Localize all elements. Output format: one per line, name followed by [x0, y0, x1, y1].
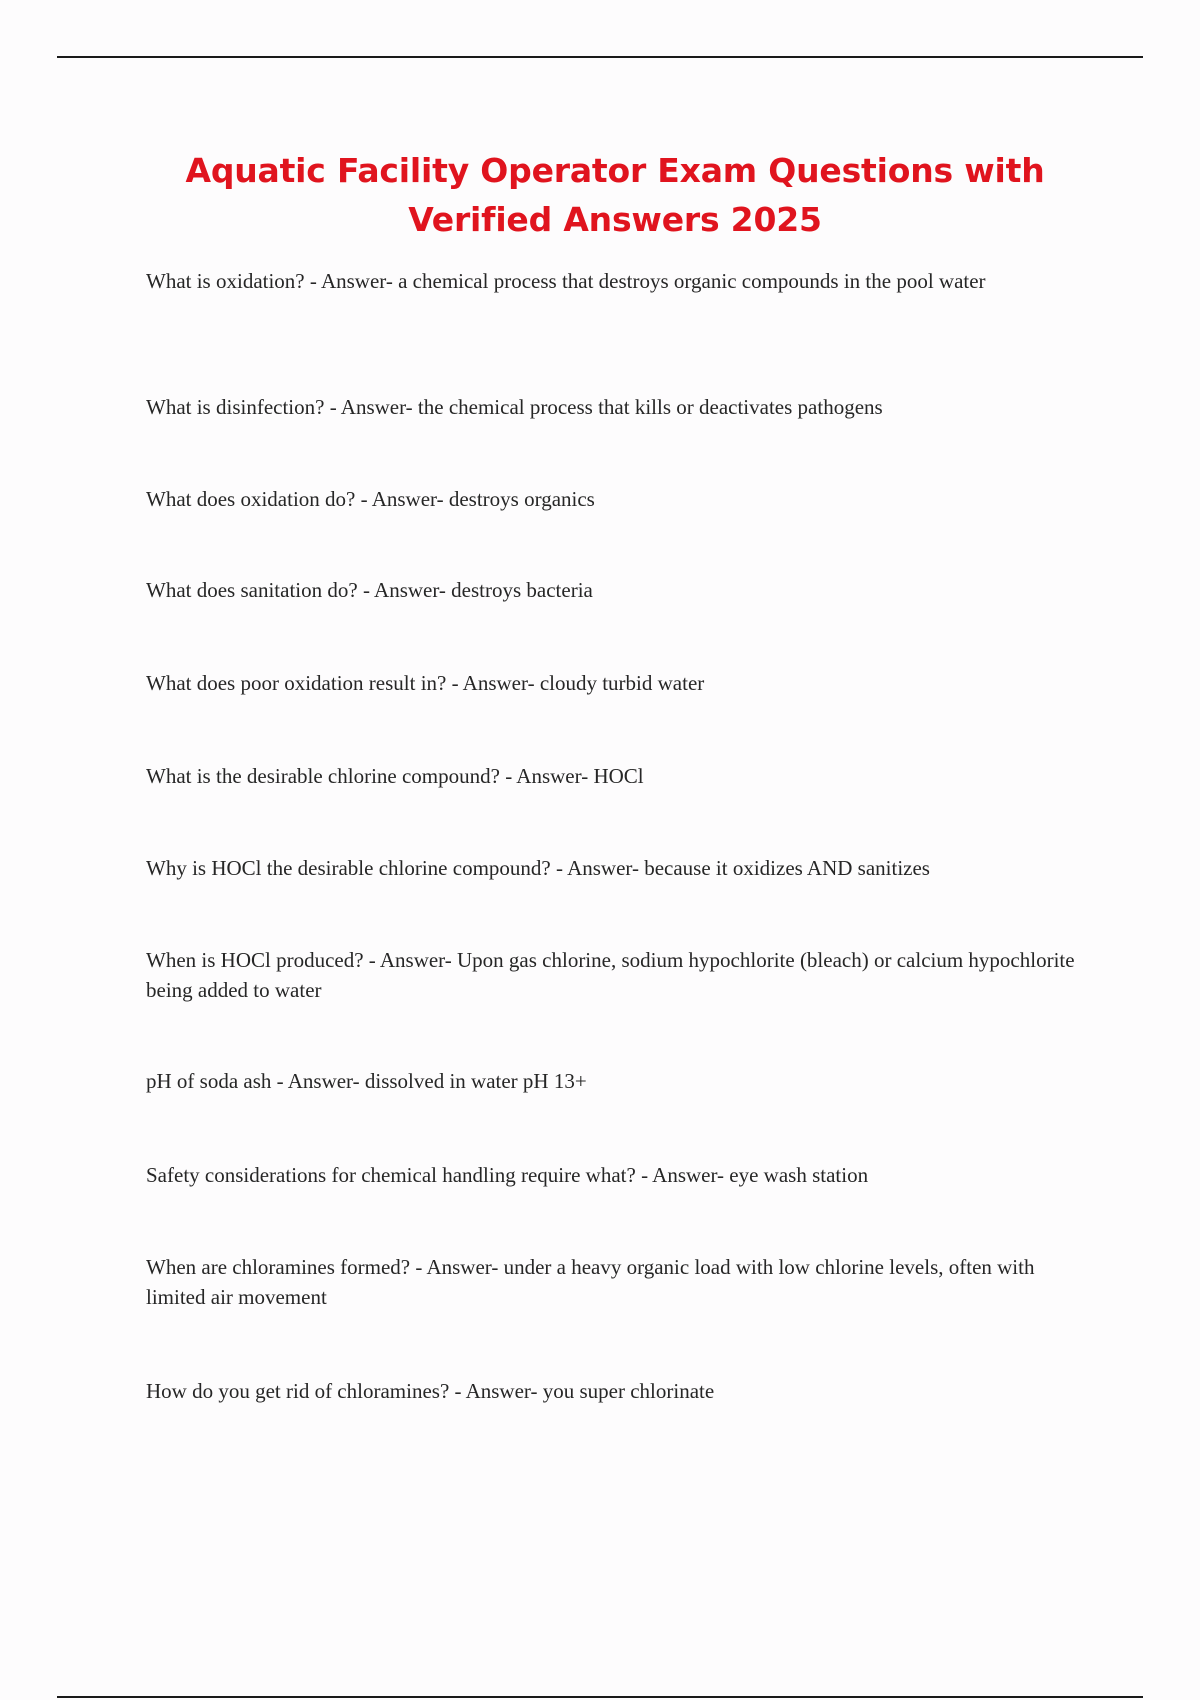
qa-item-safety: Safety considerations for chemical handling require what? - Answer- eye wash station	[146, 1163, 869, 1187]
qa-item-sanitation-do: What does sanitation do? - Answer- destroys bacteria	[146, 578, 593, 602]
qa-item-poor-oxidation: What does poor oxidation result in? - Answer- cloudy turbid water	[146, 671, 705, 695]
qa-item-soda-ash: pH of soda ash - Answer- dissolved in water pH 13+	[146, 1069, 587, 1093]
document-title: Aquatic Facility Operator Exam Questions with Verified Answers 2025	[185, 151, 1045, 239]
qa-item-oxidation: What is oxidation? - Answer- a chemical process that destroys organic compounds in the pool water	[146, 269, 986, 293]
qa-item-chloramines-formed: When are chloramines formed? - Answer- under a heavy organic load with low chlorine levels, often with limited air movement	[146, 1255, 1035, 1309]
footer-rule	[57, 1696, 1143, 1698]
qa-item-hocl-produced: When is HOCl produced? - Answer- Upon gas chlorine, sodium hypochlorite (bleach) or calcium hypochlorite being added to water	[146, 948, 1075, 1002]
qa-item-desirable-compound: What is the desirable chlorine compound? - Answer- HOCl	[146, 764, 644, 788]
qa-item-why-hocl: Why is HOCl the desirable chlorine compound? - Answer- because it oxidizes AND sanitizes	[146, 856, 930, 880]
qa-item-remove-chloramines: How do you get rid of chloramines? - Answer- you super chlorinate	[146, 1379, 715, 1403]
qa-item-oxidation-do: What does oxidation do? - Answer- destroys organics	[146, 487, 595, 511]
header-rule	[57, 56, 1143, 58]
qa-item-disinfection: What is disinfection? - Answer- the chemical process that kills or deactivates pathogens	[146, 395, 883, 419]
